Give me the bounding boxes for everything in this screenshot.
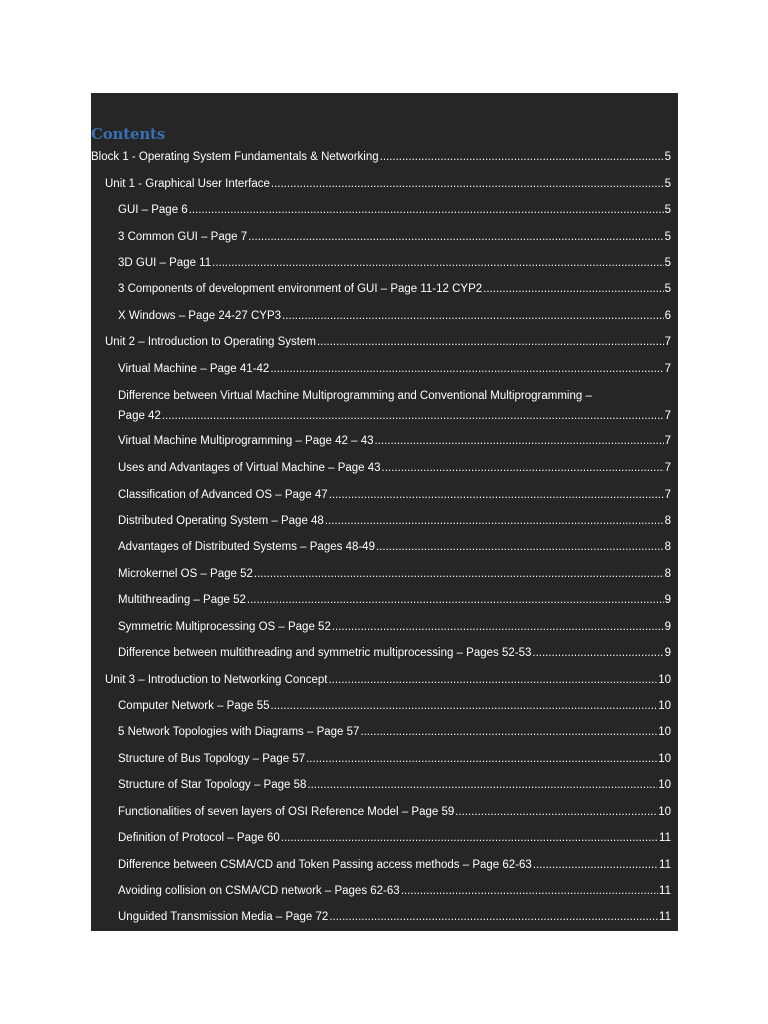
toc-leader-dots [271,177,664,191]
toc-leader-dots [374,434,663,448]
toc-leader-dots [281,831,658,845]
toc-page-number: 8 [664,541,671,553]
toc-entry-label: Functionalities of seven layers of OSI Reference Model – Page 59 [118,806,455,818]
toc-entry-label: Virtual Machine – Page 41-42 [118,363,270,375]
toc-leader-dots [533,858,658,872]
toc-entry-label: Definition of Protocol – Page 60 [118,832,280,844]
toc-leader-dots [360,725,657,739]
toc-page-number: 7 [664,435,671,447]
toc-entry-label: Classification of Advanced OS – Page 47 [118,489,328,501]
toc-leader-dots [401,884,658,898]
document-page [91,93,678,931]
toc-entry[interactable] [118,910,671,924]
toc-leader-dots [270,362,663,376]
toc-entry-label: Structure of Bus Topology – Page 57 [118,753,306,765]
toc-page-number: 10 [658,674,671,686]
toc-entry[interactable] [118,434,671,448]
toc-entry-label: Computer Network – Page 55 [118,700,270,712]
toc-entry[interactable] [118,309,671,323]
toc-entry[interactable] [118,282,671,296]
toc-leader-dots [162,409,664,423]
toc-entry-label: Virtual Machine Multiprogramming – Page 42 – 43 [118,435,374,447]
toc-leader-dots [455,805,657,819]
toc-entry[interactable] [118,725,671,739]
toc-leader-dots [317,335,664,349]
toc-entry[interactable] [118,778,671,792]
toc-entry-label: X Windows – Page 24-27 CYP3 [118,310,282,322]
toc-page-number: 11 [659,911,671,923]
toc-leader-dots [329,488,664,502]
toc-entry[interactable] [118,884,671,898]
toc-leader-dots [483,282,663,296]
toc-entry[interactable] [118,593,671,607]
toc-page-number: 8 [664,568,671,580]
toc-entry[interactable] [118,858,671,872]
toc-leader-dots [306,752,657,766]
toc-entry-label: 3D GUI – Page 11 [118,257,212,269]
toc-entry[interactable] [118,646,671,660]
toc-entry-unit-1[interactable] [105,177,671,191]
toc-leader-dots [380,150,664,164]
toc-page-number: 9 [664,621,671,633]
toc-page-number: 5 [664,204,671,216]
toc-entry-label: Structure of Star Topology – Page 58 [118,779,307,791]
toc-entry[interactable] [118,514,671,528]
toc-leader-dots [382,461,664,475]
toc-entry[interactable] [118,230,671,244]
toc-leader-dots [254,567,664,581]
toc-entry-label: 3 Common GUI – Page 7 [118,231,248,243]
toc-entry-block-1[interactable] [91,150,671,164]
toc-page-number: 10 [658,753,671,765]
toc-entry-label: Unit 2 – Introduction to Operating System [105,336,316,348]
toc-entry-label: Unguided Transmission Media – Page 72 [118,911,329,923]
toc-entry[interactable] [118,567,671,581]
toc-page-number: 10 [658,700,671,712]
toc-page-number: 11 [659,859,671,871]
toc-leader-dots [271,699,658,713]
toc-entry-unit-3[interactable] [105,673,671,687]
toc-leader-dots [248,230,663,244]
toc-entry-label: Multithreading – Page 52 [118,594,246,606]
toc-entry-label: Difference between multithreading and symmetric multiprocessing – Pages 52-53 [118,647,532,659]
toc-leader-dots [307,778,657,792]
toc-leader-dots [328,673,657,687]
toc-entry-label: Symmetric Multiprocessing OS – Page 52 [118,621,331,633]
toc-page-number: 10 [658,806,671,818]
toc-page-number: 8 [664,515,671,527]
toc-entry[interactable] [118,389,671,423]
toc-page-number: 5 [664,231,671,243]
toc-page-number: 5 [664,283,671,295]
toc-page-number: 11 [659,832,671,844]
toc-page-number: 11 [659,885,671,897]
toc-entry[interactable] [118,256,671,270]
toc-entry-label: Difference between CSMA/CD and Token Passing access methods – Page 62-63 [118,859,532,871]
toc-entry-label: 3 Components of development environment of GUI – Page 11-12 CYP2 [118,283,483,295]
toc-title: Contents [91,125,166,143]
toc-entry[interactable] [118,620,671,634]
toc-entry-label-continued: Page 42 [118,410,161,422]
toc-entry[interactable] [118,203,671,217]
toc-entry[interactable] [118,805,671,819]
toc-entry-label: Avoiding collision on CSMA/CD network – Pages 62-63 [118,885,400,897]
toc-entry-unit-2[interactable] [105,335,671,349]
toc-entry-label: Advantages of Distributed Systems – Pages 48-49 [118,541,375,553]
toc-entry[interactable] [118,488,671,502]
toc-leader-dots [332,620,664,634]
toc-page-number: 9 [664,647,671,659]
toc-entry[interactable] [118,362,671,376]
toc-page-number: 7 [664,363,671,375]
toc-entry-label: Unit 3 – Introduction to Networking Concept [105,674,328,686]
toc-leader-dots [329,910,658,924]
toc-entry[interactable] [118,461,671,475]
toc-leader-dots [247,593,664,607]
toc-page-number: 10 [658,726,671,738]
toc-entry[interactable] [118,540,671,554]
toc-entry-label: Block 1 - Operating System Fundamentals & Networking [91,151,379,163]
toc-entry-label: Difference between Virtual Machine Multiprogramming and Conventional Multiprogramming – [118,390,592,402]
toc-entry-label: Microkernel OS – Page 52 [118,568,253,580]
toc-page-number: 6 [664,310,671,322]
toc-entry-label: Distributed Operating System – Page 48 [118,515,324,527]
toc-entry-label: Uses and Advantages of Virtual Machine – Page 43 [118,462,381,474]
toc-page-number: 7 [664,462,671,474]
toc-leader-dots [376,540,664,554]
toc-leader-dots [282,309,664,323]
toc-page-number: 7 [664,489,671,501]
toc-page-number: 5 [664,257,671,269]
toc-page-number: 10 [658,779,671,791]
toc-page-number: 7 [664,336,671,348]
toc-entry-continuation [118,409,671,423]
toc-leader-dots [212,256,663,270]
toc-entry-label: Unit 1 - Graphical User Interface [105,178,270,190]
toc-leader-dots [325,514,664,528]
toc-page-number: 5 [664,151,671,163]
toc-page-number: 5 [664,178,671,190]
toc-page-number: 7 [664,410,671,422]
toc-entry[interactable] [118,831,671,845]
toc-entry[interactable] [118,699,671,713]
toc-leader-dots [189,203,664,217]
toc-entry-label: 5 Network Topologies with Diagrams – Page 57 [118,726,360,738]
toc-page-number: 9 [664,594,671,606]
toc-entry-label: GUI – Page 6 [118,204,188,216]
toc-leader-dots [532,646,663,660]
toc-entry[interactable] [118,752,671,766]
